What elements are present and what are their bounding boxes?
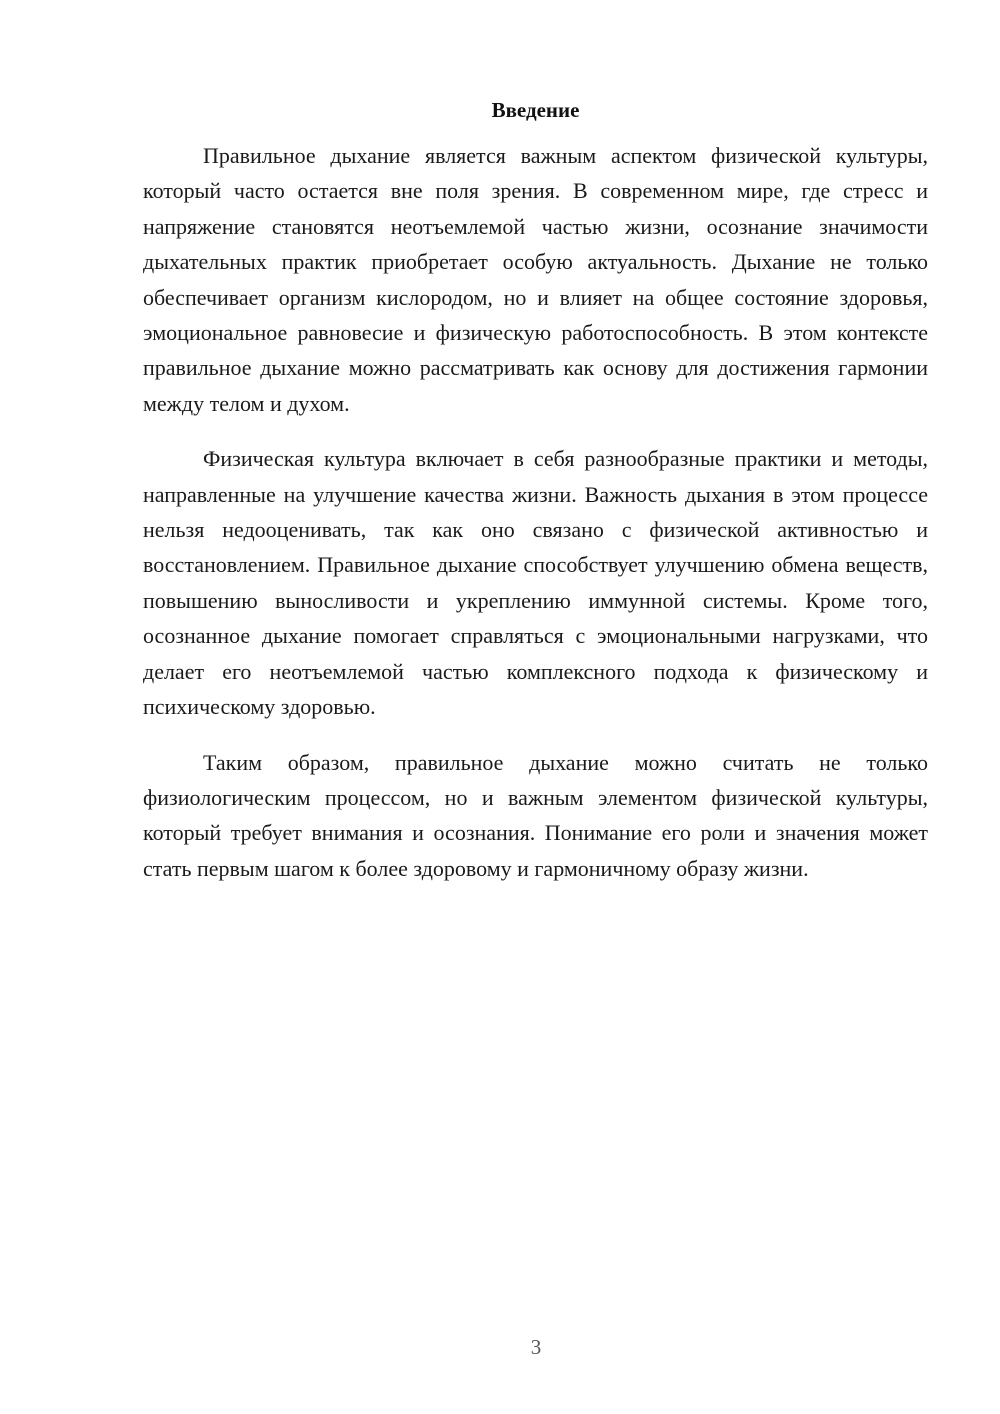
section-heading: Введение xyxy=(491,98,580,122)
paragraph-1: Правильное дыхание является важным аспектом физической культуры, который часто остается вне поля зрения. В современном мире, где стресс и напряжение становятся неотъемлемой частью жизни, осознание значимости дыхательных практик приобретает особую актуальность. Дыхание не только обеспечивает организм кислородом, но и влияет на общее состояние здоровья, эмоциональное равновесие и физическую работоспособность. В этом контексте правильное дыхание можно рассматривать как основу для достижения гармонии между телом и духом. xyxy=(143,143,928,416)
page-number: 3 xyxy=(530,1335,542,1359)
paragraph-3: Таким образом, правильное дыхание можно считать не только физиологическим процессом, но и важным элементом физической культуры, который требует внимания и осознания. Понимание его роли и значения может стать первым шагом к более здоровому и гармоничному образу жизни. xyxy=(143,749,928,881)
paragraph-2: Физическая культура включает в себя разнообразные практики и методы, направленные на улучшение качества жизни. Важность дыхания в этом процессе нельзя недооценивать, так как оно связано с физической активностью и восстановлением. Правильное дыхание способствует улучшению обмена веществ, повышению выносливости и укреплению иммунной системы. Кроме того, осознанное дыхание помогает справляться с эмоциональными нагрузками, что делает его неотъемлемой частью комплексного подхода к физическому и психическому здоровью. xyxy=(143,446,928,720)
document-body xyxy=(143,92,928,906)
